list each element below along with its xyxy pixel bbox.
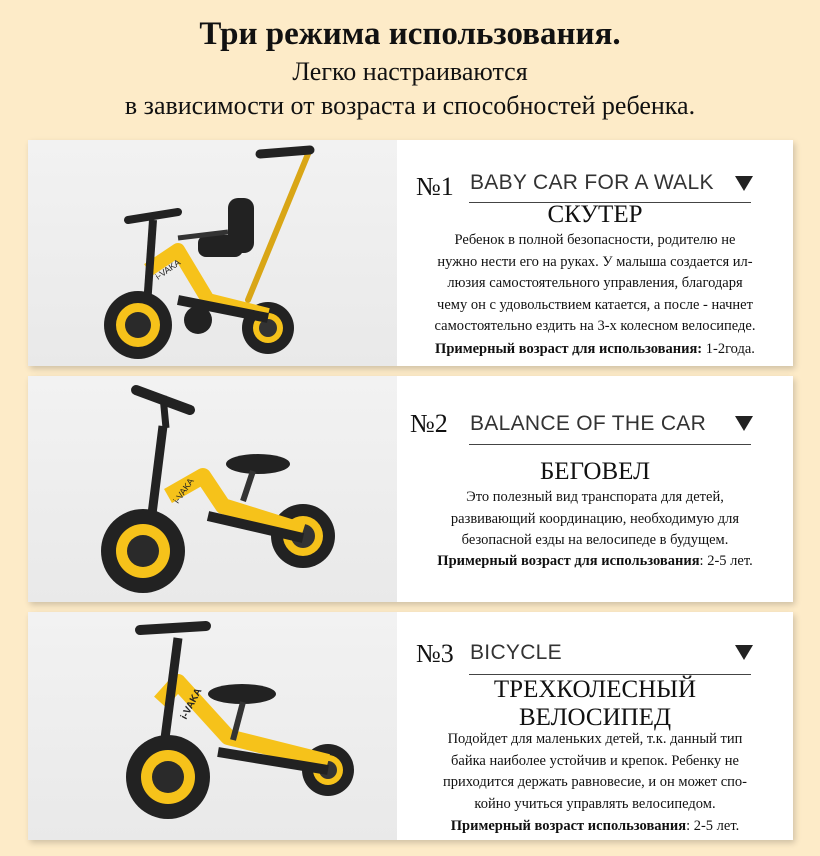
scooter-info — [397, 140, 793, 366]
balance-bike-info — [397, 376, 793, 602]
tricycle-illustration — [28, 612, 397, 840]
mode-description-3: Подойдет для маленьких детей, т.к. данный тип байка наиболее устойчив и крепок. Ребенку не приходится держать равновесие, и он может спо- койно учиться управлять велосипедом. — [443, 731, 747, 812]
product-title-3: ТРЕХКОЛЕСНЫЙ ВЕЛОСИПЕД — [493, 676, 697, 731]
page-subtitle-line2: в зависимости от возраста и способностей ребенка. — [124, 91, 696, 120]
divider — [469, 674, 751, 675]
page-subtitle-line1: Легко настраиваются — [292, 57, 528, 86]
mode-number-3: №3 — [416, 639, 454, 668]
balance-bike-illustration — [28, 376, 397, 602]
mode-name-1: BABY CAR FOR A WALK — [470, 171, 714, 194]
brand-logo-2: i-VAKA — [171, 476, 196, 506]
scooter-photo — [28, 140, 397, 366]
age-info-3: Примерный возраст использования: 2-5 лет. — [450, 818, 740, 834]
mode-card-balance-bike — [28, 376, 793, 602]
divider — [469, 444, 751, 445]
brand-logo-1: i-VAKA — [153, 257, 183, 282]
page-title: Три режима использования. — [199, 16, 621, 52]
mode-number-1: №1 — [416, 172, 454, 201]
age-info-2: Примерный возраст для использования: 2-5 лет. — [437, 553, 753, 569]
mode-number-2: №2 — [410, 409, 448, 438]
triangle-down-icon — [735, 645, 753, 660]
tricycle-photo — [28, 612, 397, 840]
mode-name-3: BICYCLE — [470, 641, 562, 664]
triangle-down-icon — [735, 176, 753, 191]
mode-description-2: Это полезный вид транспората для детей, развивающий координацию, необходимую для безопасной езды на велосипеде в будущем. — [450, 489, 740, 548]
triangle-down-icon — [735, 416, 753, 431]
scooter-illustration — [28, 140, 397, 366]
tricycle-info — [397, 612, 793, 840]
mode-card-scooter — [28, 140, 793, 366]
mode-card-tricycle — [28, 612, 793, 840]
product-title-1: СКУТЕР — [547, 201, 643, 228]
mode-description-1: Ребенок в полной безопасности, родителю не нужно нести его на руках. У малыша создается ил- люзия самостоятельного управления, благодаря чему он с удовольствием катается, а после - начнет самостоятельно ездить на 3-х колесном велосипеде. — [434, 232, 756, 334]
age-info-1: Примерный возраст для использования: 1-2года. — [435, 341, 755, 357]
brand-logo-3: i-VAKA — [178, 686, 205, 722]
balance-bike-photo — [28, 376, 397, 602]
product-title-2: БЕГОВЕЛ — [539, 458, 651, 485]
mode-name-2: BALANCE OF THE CAR — [470, 412, 707, 435]
